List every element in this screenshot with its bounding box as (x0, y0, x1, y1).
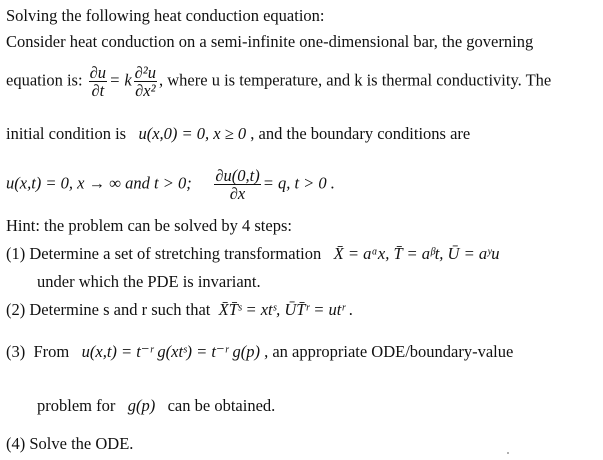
step-3 (6, 342, 513, 362)
step-4 (6, 434, 133, 454)
equals-k: = k (109, 70, 132, 90)
step-1-text: Determine a set of stretching transformation (29, 244, 322, 263)
initial-condition: u(x,0) = 0, x ≥ 0 (138, 124, 247, 143)
equation-prefix: equation is: (6, 70, 83, 90)
second-derivative-denominator: ∂x² (135, 81, 156, 100)
hint-text: Hint: the problem can be solved by 4 steps: (6, 216, 292, 235)
second-derivative-numerator: ∂²u (134, 63, 157, 82)
step-3-line2-suffix: can be obtained. (167, 396, 276, 415)
step-3-suffix: , an appropriate ODE/boundary-value (264, 342, 514, 361)
step-1-continuation: under which the PDE is invariant. (37, 272, 261, 291)
step-4-label: (4) (6, 434, 26, 453)
problem-title: Solving the following heat conduction equation: (6, 6, 325, 25)
boundary-condition-line (6, 167, 335, 202)
step-2 (6, 300, 353, 320)
initial-prefix: initial condition is (6, 124, 127, 143)
time-derivative-numerator: ∂u (89, 63, 107, 82)
step-3-continuation (37, 396, 275, 416)
step-2-relation: X̄T̄ˢ = xtˢ, ŪT̄ʳ = utʳ . (218, 300, 354, 319)
initial-suffix: , and the boundary conditions are (250, 124, 471, 143)
step-1 (6, 244, 500, 264)
step-3-label: (3) (6, 342, 26, 361)
boundary-derivative-fraction (214, 167, 260, 202)
boundary-derivative-numerator: ∂u(0,t) (215, 166, 260, 185)
step-3-line2-prefix: problem for (37, 396, 116, 415)
step-3-similarity-form: u(x,t) = t⁻ʳ g(xtˢ) = t⁻ʳ g(p) (81, 342, 260, 361)
equation-suffix: , where u is temperature, and k is thermal conductivity. The (159, 70, 552, 90)
step-3-g-of-p: g(p) (127, 396, 156, 415)
second-derivative-fraction (134, 64, 157, 99)
time-derivative-denominator: ∂t (91, 81, 105, 100)
time-derivative-fraction (89, 64, 107, 99)
step-1-label: (1) (6, 244, 26, 263)
boundary-derivative-denominator: ∂x (229, 184, 246, 203)
step-1-transformation: X̄ = aᵅx, T̄ = aᵝt, Ū = aʸu (333, 244, 500, 263)
initial-condition-line (6, 124, 470, 144)
boundary-condition-2-rhs: = q, t > 0 . (262, 173, 335, 193)
step-3-prefix: From (33, 342, 70, 361)
step-2-label: (2) (6, 300, 26, 319)
intro-text: Consider heat conduction on a semi-infinite one-dimensional bar, the governing (6, 32, 534, 51)
boundary-condition-1: u(x,t) = 0, x → ∞ and t > 0; (6, 173, 192, 193)
pde-line (6, 64, 551, 99)
scan-speck (507, 452, 509, 454)
step-4-text: Solve the ODE. (29, 434, 134, 453)
step-2-text: Determine s and r such that (29, 300, 211, 319)
